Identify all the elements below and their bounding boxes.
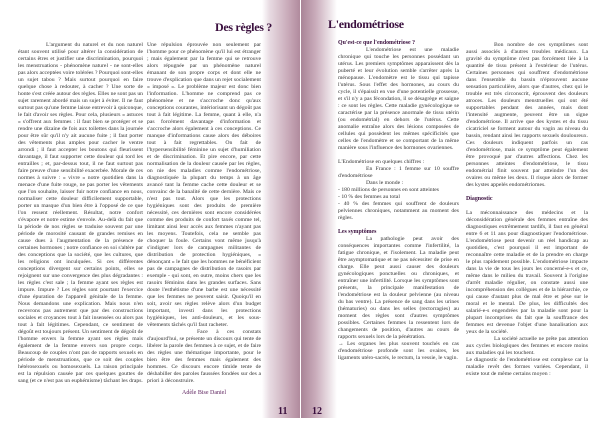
body-paragraph: Le diagnostic de l'endométriose est complexe car la maladie revêt des formes variées. Cependant, il existe tout de même certains moyen : (466, 357, 588, 377)
body-paragraph: La méconnaissance des médecins et la déconsidération générale des femmes entraîne des diagnostiques extrêmement tardifs, il faut en général entre 6 et 11 ans pour diagnostiquer l'endométriose. L'endométriose peut devenir un réel handicap au quotidien, c'est pourquoi il est important de reconnaître cette maladie et de la prendre en charge le plus rapidement possible. L'endométriose impacte dans la vie de tous les jours les concerné-e-s et ce, même dans le milieu du travail. Souvent à l'origine d'arrêt maladie régulier, on constate aussi une incompréhension des collègues et de la hiérarchie, ce qui cause d'autant plus de mal être et pèse sur le moral et le mental. De plus, les difficultés des salarié-e-s engendrées par la maladie sont pour la plupart incomprises du fait que la souffrance des femmes est devenue l'objet d'une banalisation aux yeux de la société. (466, 210, 588, 335)
body-paragraph: L'endométriose est une maladie chronique qui touche les personnes possédant un utérus. Les premiers symptômes apparaissent dès la puberté et leur évolution semble s'arrêter après la ménopause. L'endomètre est le tissu qui tapisse l'utérus. Sous l'effet des hormones, au cours du cycle, il s'épaissit en vue d'une potentielle grossesse, et s'il n'y a pas fécondation, il se désagrège et saigne : ce sont les règles. Cette maladie gynécologique se caractérise par la présence anormale de tissu utérin (ou endométrial) en dehors de l'utérus. Cette anomalie entraîne alors des lésions composées de cellules qui possèdent les mêmes spécificités que celles de l'endomètre et se comportant de la même manière sous l'influence des hormones ovariennes. (338, 47, 459, 151)
figures-list-item: - 10 % des femmes au total (338, 194, 400, 200)
right-page-title: L'endométriose (328, 17, 404, 31)
body-paragraph: La pathologie peut avoir des conséquences importantes comme l'infertilité, la fatigue chronique, et l'isolement. La maladie peut être asymptomatique et ne pas nécessiter de prise en charge. Elle peut aussi causer des douleurs gynécologiques ponctuelles ou chroniques, et entraîner une infertilité. Lorsque les symptômes sont présents, la principale manifestation de l'endométriose est la douleur pelvienne (au niveau du bas ventre). La présence de sang dans les urines (hématuries) ou dans les selles (rectorragies) au moment des règles sont d'autres symptômes possibles. Certaines femmes la ressentent lors de changements de position, d'autres au cours de rapports sexuels lors de la pénétration. (338, 236, 459, 340)
right-column-2 (466, 42, 588, 378)
figures-list-item: - 40 % des femmes qui souffrent de douleurs pelviennes chroniques, notamment au moment des règles. (338, 201, 459, 221)
body-paragraph: Face à ces constats d'aujourd'hui, se présente un discours qui tente de libérer la parole des femmes à ce sujet, et de faire des règles une thématique importante, pour le bien être des femmes mais également des hommes. Ce discours encore timide tente de déshabiller des paroles faussées fondées sur des a priori à déconstruire. (147, 329, 261, 384)
page-spine-left (262, 0, 300, 418)
left-column-2 (147, 42, 261, 397)
body-paragraph: Une répulsion éprouvée non seulement par l'homme pour ce phénomène qu'il lui est étranger ; mais également par la femme qui se retrouve alors répugnée par un phénomène naturel émanant de son propre corps et dont elle ne trouve d'explication que dans un rejet socialement « imposé ». Le problème majeur est donc bien l'information. L'homme ne comprend pas ce phénomène et ne s'accroche donc qu'aux conceptions courantes, intériorisant un dégoût pas tout à fait légitime. La femme, quant à elle, n'a pas forcément davantage d'information et s'accroche alors également à ces conceptions. Ce manque d'informations cause alors des déboires tout à fait regrettables. On fait de l'hypersensibilité féminine un sujet d'humiliation et de discrimination. Et pire encore, par cette normalisation de la douleur causée par les règles, on nie des maladies comme l'endométriose, diagnostiquée la plupart du temps à un âge avancé tant la femme cache cette douleur et se convainc de la banalité de cette dernière. Mais ce n'est pas tout. Alors que les protections hygiéniques sont des produits de première nécessité, ces dernières sont encore considérées comme des produits de confort taxés comme tel, limitant ainsi leur accès aux femmes n'ayant pas les moyens. Toutefois, cela ne semble pas choquer la foule. Certains vont même jusqu'à s'indigner lors de campagnes militantes de distribution de protection hygiéniques, « dénonçant » le fait que les hommes ne bénéficient pas de campagnes de distribution de rasoirs par exemple - qui sont, en outre, moins chers que les rasoirs féminins dans les grandes surfaces. Sans doute l'esthétisme d'une barbe est une nécessité que les femmes ne peuvent saisir. Quoiqu'il en soit, avoir ses règles relève alors d'un budget important, investi dans les protections hygiéniques, les anti-douleurs, et les sous-vêtements tâchés qu'il faut racheter. (147, 42, 261, 328)
body-paragraph: → Les organes les plus souvent touchés en cas d'endométriose profonde sont les ovaires, les ligaments utéro-sacrés, le rectum, la vessie, le vagin. (338, 341, 459, 361)
body-paragraph: La société actuelle ne prête pas attention aux cycles biologiques des femmes et encore moins aux maladies qui les touchent. (466, 336, 588, 356)
page-number-left: 11 (278, 406, 288, 417)
figures-world: Dans le monde : (366, 180, 404, 186)
section-heading-symptoms: Les symptômes (338, 229, 377, 235)
figures-list-item: - 180 millions de personnes en sont atteintes (338, 187, 439, 193)
page-spine-right (301, 0, 337, 418)
page-number-right: 12 (312, 406, 322, 417)
figures-france: En France : 1 femme sur 10 souffre d'endométriose (338, 166, 459, 179)
figures-title: L'Endométriose en quelques chiffres : (338, 159, 425, 165)
right-column-1 (338, 40, 459, 362)
body-paragraph: Bon nombre de ces symptômes sont aussi associés à d'autres troubles médicaux. La gravité du symptôme n'est pas forcément liée à la quantité de tissu présent à l'extérieur de l'utérus. Certaines personnes qui souffrent d'endométriose dans l'ensemble du bassin n'éprouvent aucune sensation particulière, alors que d'autres, chez qui le trouble est très circonscrit, éprouvent des douleurs atroces. Les douleurs menstruelles qui ont été supportables pendant des années, mais dont l'intensité augmente, peuvent être un signe d'endométriose. Il arrive que des kystes et du tissu cicatriciel se forment autour du vagin au niveau du bassin, rendant ainsi les rapports sexuels douloureux. Ces douleurs indiquent parfois un cas d'endométriose, mais ce symptôme peut également être provoqué par d'autres affections. Chez les personnes atteintes d'endométriose, le tissu endométrial finit souvent par atteindre l'un des ovaires ou même les deux. Il risque alors de former des kystes appelés endométriomes. (466, 42, 588, 188)
section-heading-diagnostic: Diagnostic (466, 196, 493, 202)
section-heading-what-is: Qu'est-ce que l'endométriose ? (338, 40, 416, 46)
body-paragraph: L'argument du naturel et du non naturel étant souvent utilisé pour altérer la considération de certains êtres et justifier une discrimination, pourquoi les menstruations - phénomène naturel - ne sont-elles pas alors acceptées voire tolérées ? Pourquoi sont-elles un sujet tabou ? Mais surtout pourquoi en faire quelque chose à redouter, à cacher ? Une sorte de honte s'est créée autour des règles. Elles ne sont pas un sujet rarement abordé mais un sujet à éviter. Il ne faut surtout pas qu'une femme laisse entrevoir à quiconque, le fait d'avoir ses règles. Pour cela, plusieurs « astuces » s'offrent aux femmes : il faut bien se protéger et se rendre une dizaine de fois aux toilettes dans la journée pour être sûr qu'il n'y ait aucune fuite ; il faut porter des vêtements plus amples pour cacher le ventre arrondi ; il faut accepter les boutons qui fleurissent davantage, il faut supporter cette douleur qui tord les entrailles ; et, par-dessus tout, il ne faut surtout pas faire preuve d'une sensibilité exacerbée. Morale de ces normes à suivre : « vivre » notre quotidien dans la menace d'une fuite rouge, ne pas porter les vêtements que l'on souhaite, laisser fuir notre confiance en nous, normaliser cette douleur difficilement supportable, porter un masque d'un bien être à l'opposé de ce que l'on ressent réellement. Résultat, notre confort s'évapore et notre estime s'envole. Au-delà du fait que la période de nos règles se traduise souvent par une période de morosité causant de grandes remises en cause dues à l'augmentation de la présence de certaines hormones ; notre confiance en soi s'altère par des conceptions que la société, que les cultures, que les religions ont inculquées. Si ces différentes conceptions divergent sur certains points, elles se rejoignent sur une convergence des plus dégradantes : les règles c'est sale ; la femme ayant ses règles est impure. Impure ? Les règles sont pourtant l'exercice d'une épuration de l'appareil génitale de la femme. Nous demandons une explication. Mais nous n'en recevrons pas autrement que par des constructions sociales et croyances tout à fait insensées ou alors pas tout à fait légitimes. Cependant, ce sentiment de dégoût est toujours présent. Un sentiment de dégoût de l'homme envers la femme ayant ses règles mais également de la femme envers son propre corps. Beaucoup de couples n'ont pas de rapports sexuels en période de menstruations, que ce soit des couples hétérosexuels ou homosexuels. La raison principale est la répulsion causée par ces quelques gouttes de sang (et ce n'est pas un euphémisme) tâchant les draps. (18, 42, 144, 384)
left-column-1 (18, 42, 143, 385)
left-page-title: Des règles ? (214, 20, 272, 34)
author-signature: Adèle Bise Daniel (182, 390, 226, 396)
